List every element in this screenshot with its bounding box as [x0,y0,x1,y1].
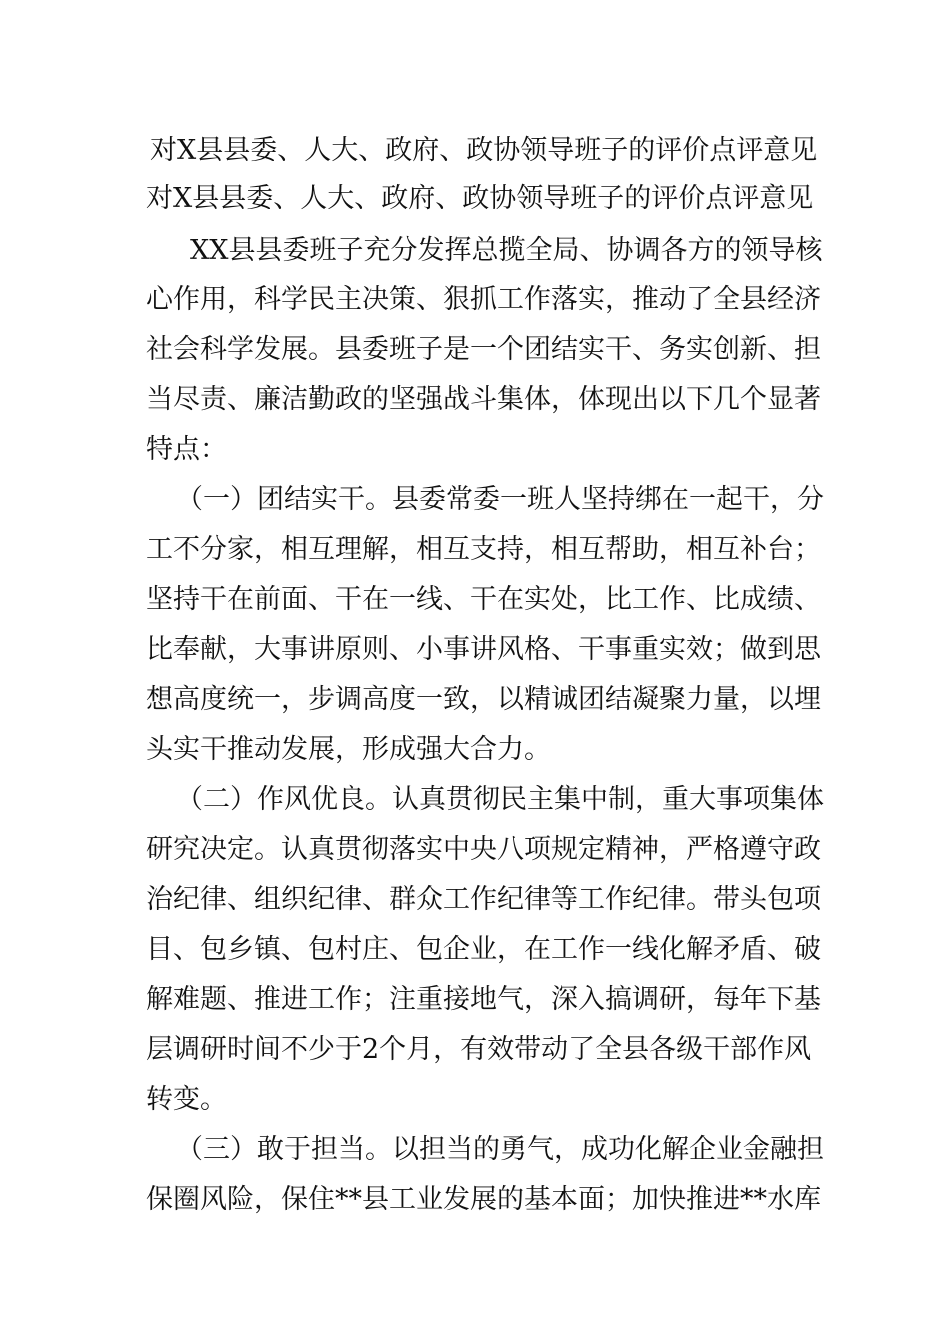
paragraph-line: 当尽责、廉洁勤政的坚强战斗集体，体现出以下几个显著 [146,384,821,415]
paragraph-line: 转变。 [146,1084,227,1115]
paragraph-line: 工不分家，相互理解，相互支持，相互帮助，相互补台； [146,534,821,565]
document-title-line-1: 对X县县委、人大、政府、政协领导班子的评价点评意见 [150,135,818,166]
paragraph-line: 比奉献，大事讲原则、小事讲风格、干事重实效；做到思 [146,634,821,665]
paragraph-line: （一）团结实干。县委常委一班人坚持绑在一起干，分 [176,484,824,515]
paragraph-line: XX县县委班子充分发挥总揽全局、协调各方的领导核 [190,235,823,266]
document-title-line-2: 对X县县委、人大、政府、政协领导班子的评价点评意见 [146,183,814,214]
paragraph-line: 保圈风险，保住**县工业发展的基本面；加快推进**水库 [146,1184,821,1215]
paragraph-line: 头实干推动发展，形成强大合力。 [146,734,551,765]
paragraph-line: 研究决定。认真贯彻落实中央八项规定精神，严格遵守政 [146,834,821,865]
paragraph-line: 心作用，科学民主决策、狠抓工作落实，推动了全县经济 [146,284,821,315]
paragraph-line: 治纪律、组织纪律、群众工作纪律等工作纪律。带头包项 [146,884,821,915]
paragraph-line: 坚持干在前面、干在一线、干在实处，比工作、比成绩、 [146,584,821,615]
paragraph-line: 特点： [146,434,227,465]
paragraph-line: （三）敢于担当。以担当的勇气，成功化解企业金融担 [176,1134,824,1165]
paragraph-line: 目、包乡镇、包村庄、包企业，在工作一线化解矛盾、破 [146,934,821,965]
paragraph-line: 解难题、推进工作；注重接地气，深入搞调研，每年下基 [146,984,821,1015]
paragraph-line: 层调研时间不少于2个月，有效带动了全县各级干部作风 [146,1034,812,1065]
paragraph-line: 社会科学发展。县委班子是一个团结实干、务实创新、担 [146,334,821,365]
paragraph-line: （二）作风优良。认真贯彻民主集中制，重大事项集体 [176,784,824,815]
paragraph-line: 想高度统一，步调高度一致，以精诚团结凝聚力量，以埋 [146,684,821,715]
